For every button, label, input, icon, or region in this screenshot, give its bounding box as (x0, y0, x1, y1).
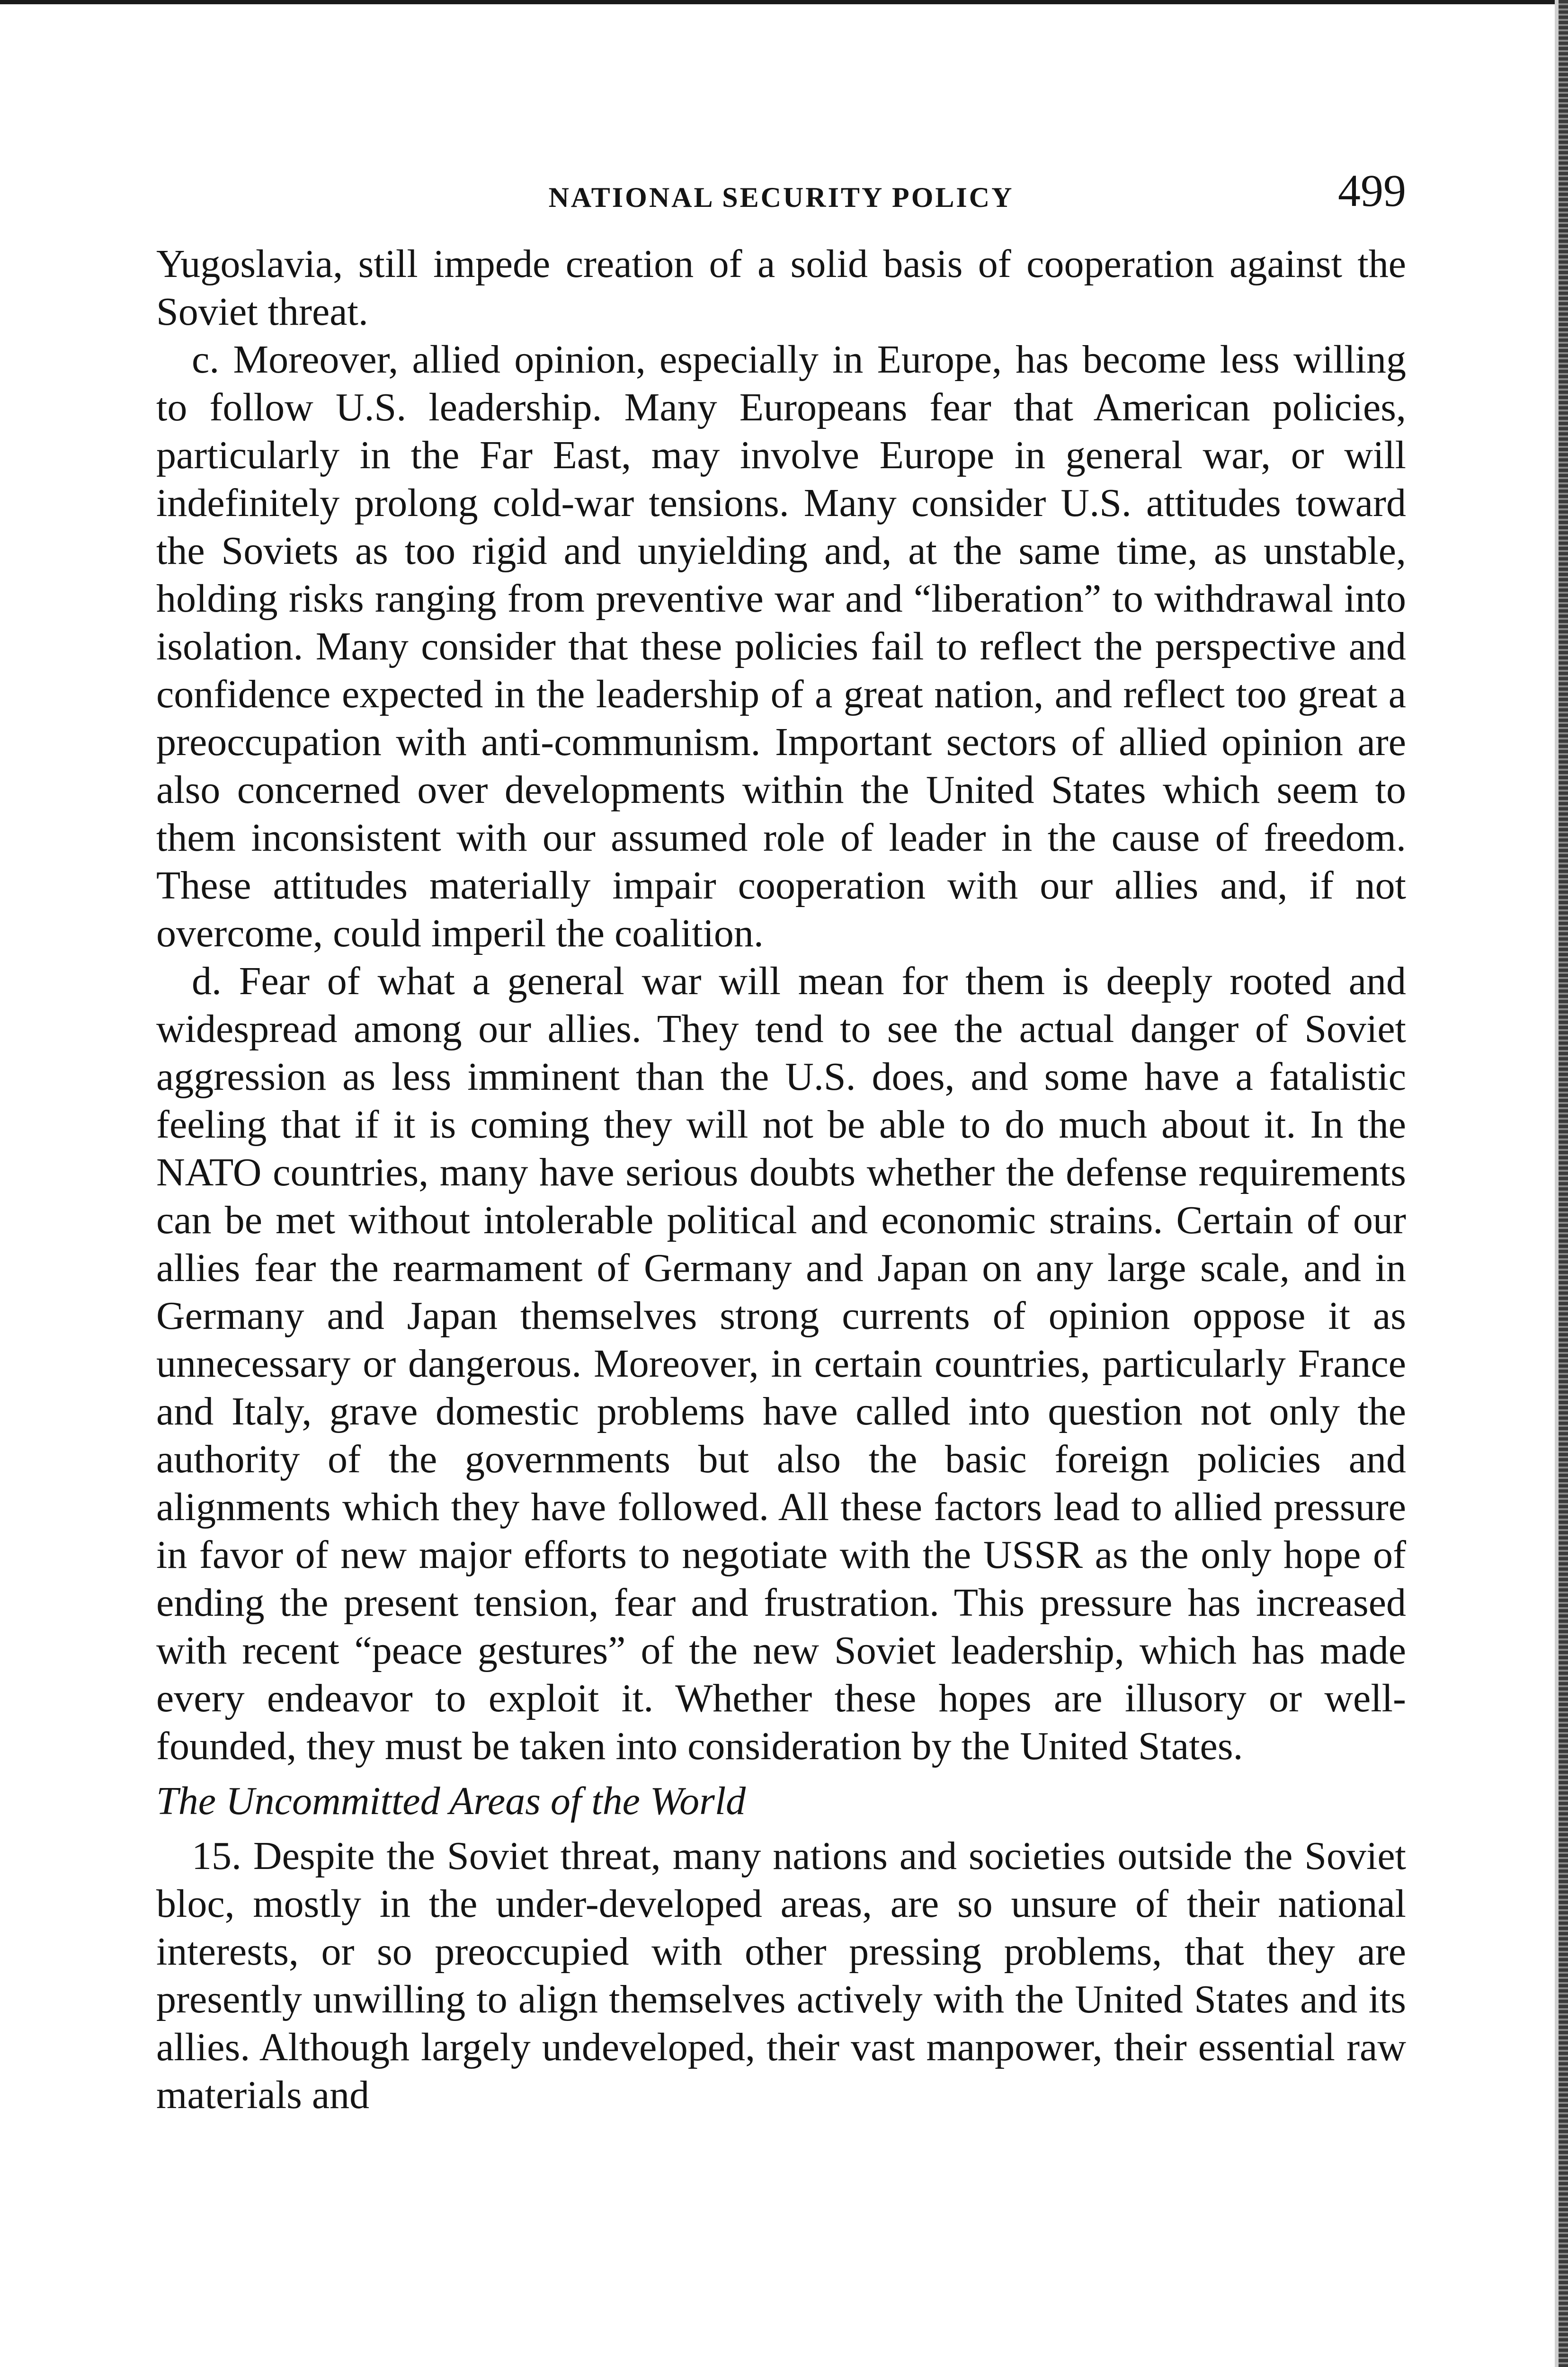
paragraph-15: 15. Despite the Soviet threat, many nations and societies outside the Soviet bloc, mostly in the under-developed areas, are so unsure of their national interests, or so preoccupied with other pressing problems, that they are presently unwilling to align themselves actively with the United States and its allies. Although largely undeveloped, their vast manpower, their essential raw materials and (156, 1834, 1406, 2117)
section-heading: The Uncommitted Areas of the World (156, 1779, 746, 1823)
page-number: 499 (1338, 165, 1406, 216)
scan-right-shadow (1555, 0, 1559, 2367)
page-header (156, 165, 1406, 220)
body-text (156, 240, 1406, 2119)
paragraph-c: c. Moreover, allied opinion, especially in Europe, has become less willing to follow U.S. leadership. Many Europeans fear that American policies, particularly in the Far East, may involve Europe in general war, or will indefinitely prolong cold-war tensions. Many consider U.S. attitudes toward the Soviets as too rigid and unyielding and, at the same time, as unstable, holding risks ranging from preventive war and “liberation” to withdrawal into isolation. Many consider that these policies fail to reflect the perspective and confidence expected in the leadership of a great nation, and reflect too great a preoccupation with anti-communism. Important sectors of allied opinion are also concerned over developments within the United States which seem to them inconsistent with our assumed role of leader in the cause of freedom. These attitudes materially impair cooperation with our allies and, if not overcome, could imperil the coalition. (156, 338, 1406, 955)
paragraph-d: d. Fear of what a general war will mean for them is deeply rooted and widespread among our allies. They tend to see the actual danger of Soviet aggression as less imminent than the U.S. does, and some have a fatalistic feeling that if it is coming they will not be able to do much about it. In the NATO countries, many have serious doubts whether the defense requirements can be met without intolerable political and economic strains. Certain of our allies fear the rearmament of Germany and Japan on any large scale, and in Germany and Japan themselves strong currents of opinion oppose it as unnecessary or dangerous. Moreover, in certain countries, particularly France and Italy, grave domestic problems have called into question not only the authority of the governments but also the basic foreign policies and alignments which they have followed. All these factors lead to allied pressure in favor of new major efforts to negotiate with the USSR as the only hope of ending the present tension, fear and frustration. This pressure has increased with recent “peace gestures” of the new Soviet leadership, which has made every endeavor to exploit it. Whether these hopes are illusory or well-founded, they must be taken into consideration by the United States. (156, 959, 1406, 1768)
scan-right-edge (1559, 0, 1568, 2367)
running-head: NATIONAL SECURITY POLICY (548, 182, 1014, 213)
paragraph-continuation: Yugoslavia, still impede creation of a solid basis of cooperation against the Soviet threat. (156, 242, 1406, 334)
scan-top-edge (0, 0, 1568, 4)
